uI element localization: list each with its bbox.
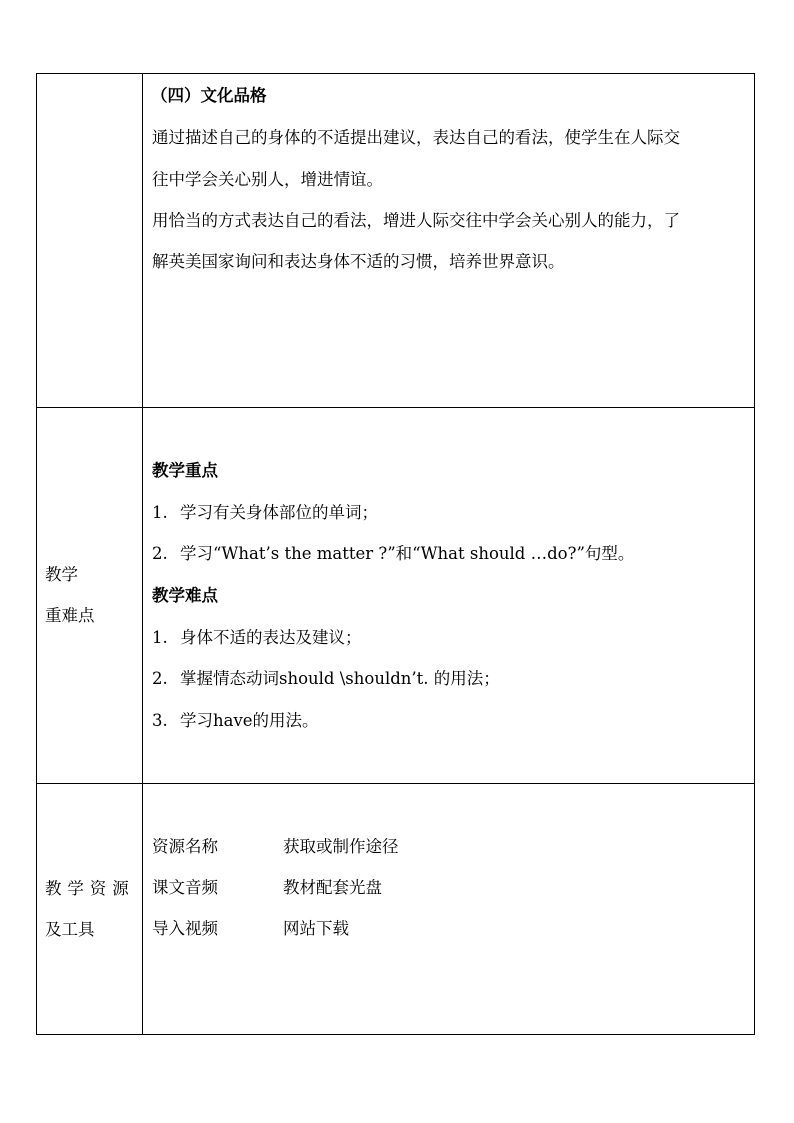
difficult-point-item xyxy=(152,628,362,648)
key-points-content-cell xyxy=(143,408,755,784)
key-points-row xyxy=(37,408,755,784)
resource-name-header: 资源名称 xyxy=(152,837,218,856)
key-points-label-line-1: 教学 xyxy=(45,565,78,584)
culture-paragraph-2-line-2: 解英美国家询问和表达身体不适的习惯，培养世界意识。 xyxy=(152,252,565,271)
culture-heading: （四）文化品格 xyxy=(151,86,267,105)
resource-source-header: 获取或制作途径 xyxy=(283,837,399,856)
resources-label-cell xyxy=(37,784,143,1035)
difficult-point-number: 2. xyxy=(152,669,168,688)
culture-row xyxy=(37,74,755,408)
key-points-label-line-2: 重难点 xyxy=(45,606,95,625)
key-point-number: 2. xyxy=(152,544,168,563)
difficult-point-number: 1. xyxy=(152,628,168,647)
key-point-item xyxy=(152,544,634,564)
resource-source: 教材配套光盘 xyxy=(283,878,382,897)
key-points-label-cell xyxy=(37,408,143,784)
difficult-point-text: 掌握情态动词should \shouldn’t. 的用法； xyxy=(180,669,500,688)
resource-name: 课文音频 xyxy=(152,878,218,897)
resources-label-line-2: 及工具 xyxy=(45,920,95,939)
resource-name: 导入视频 xyxy=(152,919,218,938)
culture-content-cell xyxy=(143,74,755,408)
key-point-item xyxy=(152,503,378,523)
key-point-text: 学习“What’s the matter ?”和“What should …do?”句型。 xyxy=(180,544,635,563)
lesson-plan-table xyxy=(36,73,755,1035)
culture-paragraph-1-line-1: 通过描述自己的身体的不适提出建议，表达自己的看法，使学生在人际交 xyxy=(152,128,680,147)
difficult-point-text: 学习have的用法。 xyxy=(180,711,319,730)
culture-paragraph-2-line-1: 用恰当的方式表达自己的看法，增进人际交往中学会关心别人的能力，了 xyxy=(152,211,680,230)
difficult-point-item xyxy=(152,711,319,731)
key-points-heading: 教学重点 xyxy=(152,461,218,480)
difficult-points-heading: 教学难点 xyxy=(152,586,218,605)
culture-paragraph-1-line-2: 往中学会关心别人，增进情谊。 xyxy=(152,170,383,189)
resources-row xyxy=(37,784,755,1035)
resources-label-line-1: 教 学 资 源 xyxy=(45,879,130,898)
culture-label-cell xyxy=(37,74,143,408)
resource-source: 网站下载 xyxy=(283,919,349,938)
difficult-point-text: 身体不适的表达及建议； xyxy=(180,628,362,647)
difficult-point-item xyxy=(152,669,500,689)
difficult-point-number: 3. xyxy=(152,711,168,730)
resources-content-cell xyxy=(143,784,755,1035)
key-point-text: 学习有关身体部位的单词； xyxy=(180,503,378,522)
key-point-number: 1. xyxy=(152,503,168,522)
